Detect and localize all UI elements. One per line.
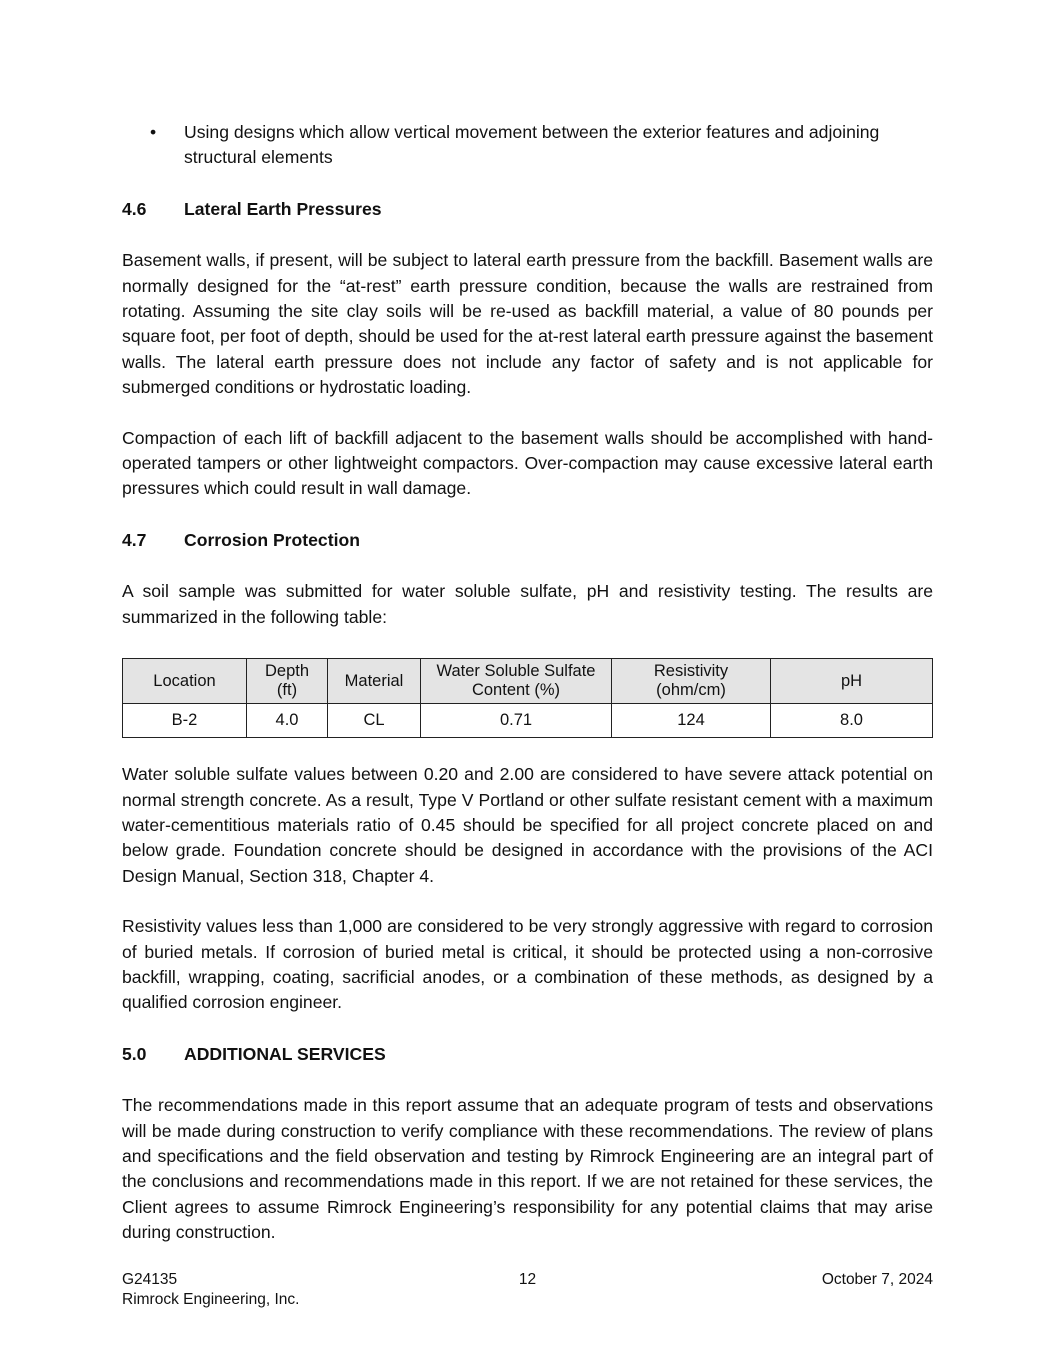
report-date: October 7, 2024 [821, 1271, 933, 1288]
paragraph: The recommendations made in this report assume that an adequate program of tests and observations will be made during construction to verify compliance with these recommendations. The review of plans and specifications and the field observation and testing by Rimrock Engineering are an integral part of the conclusions and recommendations made in this report. If we are not retained for these services, the Client agrees to assume Rimrock Engineering’s responsibility for any potential claims that may arise during construction. [122, 1095, 933, 1243]
section-title: ADDITIONAL SERVICES [184, 1043, 386, 1064]
section-heading-4-7 [122, 528, 933, 553]
paragraph: Basement walls, if present, will be subject to lateral earth pressure from the backfill. Basement walls are normally designed for the “at-rest” earth pressure condition, because the walls are restrained from rotating. Assuming the site clay soils will be re-used as backfill material, a value of 80 pounds per square foot, per foot of depth, should be used for the at-rest lateral earth pressure against the basement walls. The lateral earth pressure does not include any factor of safety and is not applicable for submerged conditions or hydrostatic loading. [122, 250, 933, 398]
section-title: Corrosion Protection [184, 529, 360, 550]
page-content [122, 120, 933, 1246]
paragraph: A soil sample was submitted for water soluble sulfate, pH and resistivity testing. The results are summarized in the following table: [122, 581, 933, 627]
column-header: pH [771, 659, 933, 704]
table-cell: 8.0 [771, 704, 933, 738]
corrosion-results-table [122, 658, 933, 738]
project-number: G24135 [122, 1271, 178, 1288]
paragraph: Water soluble sulfate values between 0.20 and 2.00 are considered to have severe attack potential on normal strength concrete. As a result, Type V Portland or other sulfate resistant cement with a maximum water-cementitious materials ratio of 0.45 should be specified for all project concrete placed on and below grade. Foundation concrete should be designed in accordance with the provisions of the ACI Design Manual, Section 318, Chapter 4. [122, 764, 933, 886]
section-number: 4.6 [122, 198, 147, 219]
column-header: Location [123, 659, 247, 704]
table-cell: 0.71 [421, 704, 612, 738]
paragraph: Compaction of each lift of backfill adjacent to the basement walls should be accomplished with hand-operated tampers or other lightweight compactors. Over-compaction may cause excessive lateral earth pressures which could result in wall damage. [122, 427, 933, 499]
bullet-text: Using designs which allow vertical movement between the exterior features and adjoining structural elements [184, 122, 880, 168]
column-header: Resistivity (ohm/cm) [612, 659, 771, 704]
section-title: Lateral Earth Pressures [184, 198, 382, 219]
table-cell: 124 [612, 704, 771, 738]
paragraph: Resistivity values less than 1,000 are considered to be very strongly aggressive with regard to corrosion of buried metals. If corrosion of buried metal is critical, it should be protected using a non-corrosive backfill, wrapping, coating, sacrificial anodes, or a combination of these methods, as designed by a qualified corrosion engineer. [122, 916, 933, 1013]
page-footer [122, 1270, 933, 1310]
table-cell: B-2 [123, 704, 247, 738]
table-cell: 4.0 [247, 704, 328, 738]
section-heading-4-6 [122, 197, 933, 222]
section-number: 5.0 [122, 1043, 147, 1064]
section-number: 4.7 [122, 529, 147, 550]
table-row [123, 704, 933, 738]
section-heading-5-0 [122, 1042, 933, 1067]
column-header: Depth (ft) [247, 659, 328, 704]
table-cell: CL [328, 704, 421, 738]
page-number: 12 [518, 1271, 537, 1288]
company-name: Rimrock Engineering, Inc. [122, 1291, 300, 1308]
table-header-row [123, 659, 933, 704]
column-header: Material [328, 659, 421, 704]
column-header: Water Soluble Sulfate Content (%) [421, 659, 612, 704]
bullet-item [150, 120, 933, 171]
bullet-symbol: • [150, 122, 157, 142]
